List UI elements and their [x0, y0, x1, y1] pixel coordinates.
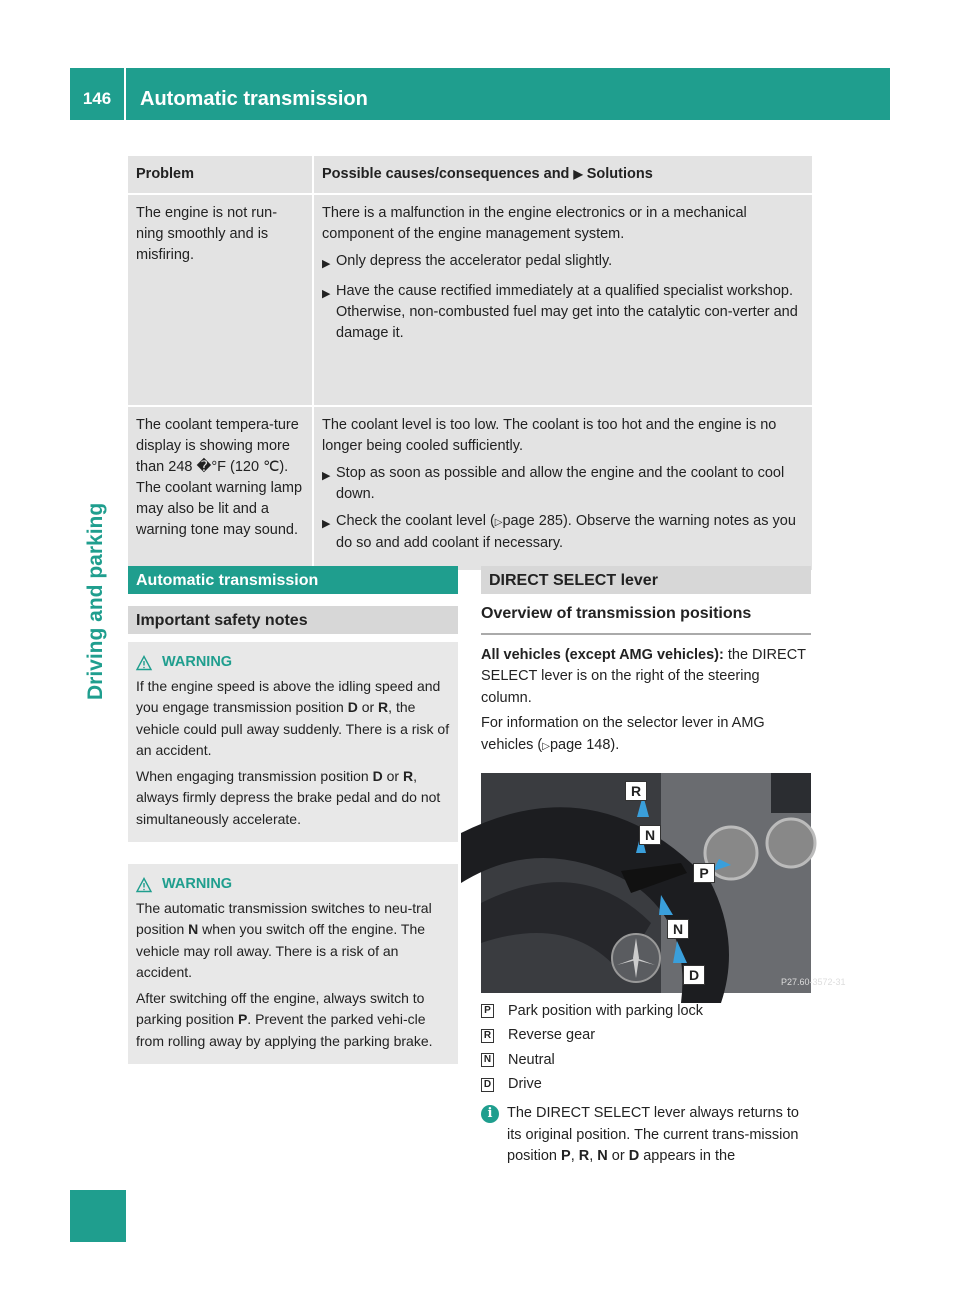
step-item: [322, 463, 804, 505]
label-n-bottom: N: [667, 919, 689, 939]
subsection-title-safety-notes: Important safety notes: [128, 606, 458, 634]
label-r: R: [625, 781, 647, 801]
figure-code: P27.60-3572-31: [781, 977, 846, 987]
step-arrow-icon: ▶: [322, 288, 331, 300]
left-column: [128, 566, 458, 1064]
causes-header-text: Possible causes/consequences and: [322, 166, 574, 182]
warning-triangle-icon: [136, 877, 152, 893]
warning-box: [128, 864, 458, 1064]
step-arrow-icon: ▶: [322, 258, 331, 270]
right-column: [481, 566, 846, 1168]
warning-label: WARNING: [162, 654, 233, 670]
page-header: [70, 68, 890, 120]
info-text: The DIRECT SELECT lever always returns to its original position. The current trans-mission position P, R, N or D appears in the: [507, 1105, 799, 1164]
step-text-main: Check the coolant level (: [336, 513, 495, 529]
cause-cell: [314, 195, 812, 407]
step-text: Only depress the accelerator pedal slightly.: [336, 253, 613, 269]
side-chapter-label: [84, 470, 114, 730]
step-item: [322, 281, 804, 344]
gear-label: Drive: [508, 1076, 542, 1092]
cause-text: The coolant level is too low. The coolant is too hot and the engine is no longer being cooled sufficiently.: [322, 417, 777, 454]
page-ref-link[interactable]: page 148).: [549, 736, 620, 753]
problem-column-header: Problem: [128, 156, 314, 195]
warning-paragraph: When engaging transmission position D or R, always firmly depress the brake pedal and do not simultaneously accelerate.: [136, 767, 441, 827]
side-chapter-text: Driving and parking: [84, 502, 107, 700]
gear-label: Reverse gear: [508, 1027, 596, 1043]
gear-legend: [481, 999, 811, 1097]
page-ref-icon: ▷: [542, 740, 550, 752]
gear-label: Neutral: [508, 1051, 555, 1068]
warning-paragraph: After switching off the engine, always switch to parking position P. Prevent the parked vehi-cle from rolling away by applying the parking brake.: [136, 989, 433, 1049]
cause-cell: [314, 407, 812, 572]
gear-label: Park position with parking lock: [508, 1002, 704, 1019]
causes-column-header: [314, 156, 812, 195]
page-number: 146: [70, 68, 126, 120]
info-icon: i: [481, 1105, 499, 1123]
table-row: [128, 195, 812, 407]
gear-key-icon: R: [481, 1029, 494, 1043]
step-text-note: Otherwise, non-combusted fuel may get into the catalytic con-verter and damage it.: [336, 304, 798, 341]
step-arrow-icon: ▶: [322, 518, 331, 530]
warning-paragraph: The automatic transmission switches to neu-tral position N when you switch off the engine. The vehicle may roll away. There is a risk of an accident.: [136, 899, 432, 980]
list-item: [481, 999, 811, 1024]
gear-key-icon: P: [481, 1004, 494, 1018]
problem-cell: The coolant tempera-ture display is showing more than 248 �°F (120 ℃). The coolant warning lamp may also be lit and a warning tone may sound.: [128, 407, 314, 572]
label-d: D: [683, 965, 705, 985]
gear-key-icon: D: [481, 1078, 494, 1092]
warning-label: WARNING: [162, 876, 233, 892]
page-ref-link[interactable]: page 285). Observe the warning notes as you do so and add coolant if necessary.: [336, 513, 796, 551]
page-ref-icon: ▷: [494, 517, 503, 528]
solutions-header-text: Solutions: [582, 166, 653, 182]
table-row: [128, 407, 812, 572]
subsection-title-overview: Overview of transmission positions: [481, 594, 811, 635]
info-note: [481, 1103, 811, 1168]
step-arrow-icon: ▶: [322, 470, 331, 482]
table-header-row: [128, 156, 812, 195]
intro-paragraph: All vehicles (except AMG vehicles): the DIRECT SELECT lever is on the right of the steering column.: [481, 646, 806, 706]
problem-table: [128, 156, 812, 572]
warning-paragraph: If the engine speed is above the idling speed and you engage transmission position D or R, the vehicle could pull away suddenly. There is a risk of an accident.: [136, 677, 450, 758]
step-text: [336, 511, 804, 554]
amg-paragraph: For information on the selector lever in AMG vehicles (▷page 148).: [481, 715, 765, 753]
warning-triangle-icon: [136, 655, 152, 671]
step-arrow-icon: ▶: [573, 167, 583, 181]
section-title-direct-select: DIRECT SELECT lever: [481, 566, 811, 594]
warning-title: [136, 652, 450, 674]
cause-text: There is a malfunction in the engine electronics or in a mechanical component of the engine management system.: [322, 205, 747, 242]
step-text-main: Have the cause rectified immediately at a qualified specialist workshop.: [336, 283, 793, 299]
side-tab-block: [70, 1190, 126, 1242]
list-item: [481, 1024, 811, 1049]
page-title: Automatic transmission: [140, 87, 368, 110]
step-text: [336, 281, 804, 344]
label-p: P: [693, 863, 715, 883]
list-item: [481, 1073, 811, 1098]
step-item: [322, 251, 804, 275]
section-title-automatic-transmission: Automatic transmission: [128, 566, 458, 594]
label-n-top: N: [639, 825, 661, 845]
step-text: Stop as soon as possible and allow the engine and the coolant to cool down.: [336, 465, 785, 502]
problem-cell: The engine is not run-ning smoothly and is misfiring.: [128, 195, 314, 407]
gear-key-icon: N: [481, 1053, 494, 1067]
direct-select-lever-figure: [481, 773, 846, 993]
warning-box: [128, 642, 458, 842]
warning-title: [136, 874, 450, 896]
lever-illustration: [481, 773, 846, 993]
list-item: [481, 1048, 811, 1073]
step-item: [322, 511, 804, 554]
